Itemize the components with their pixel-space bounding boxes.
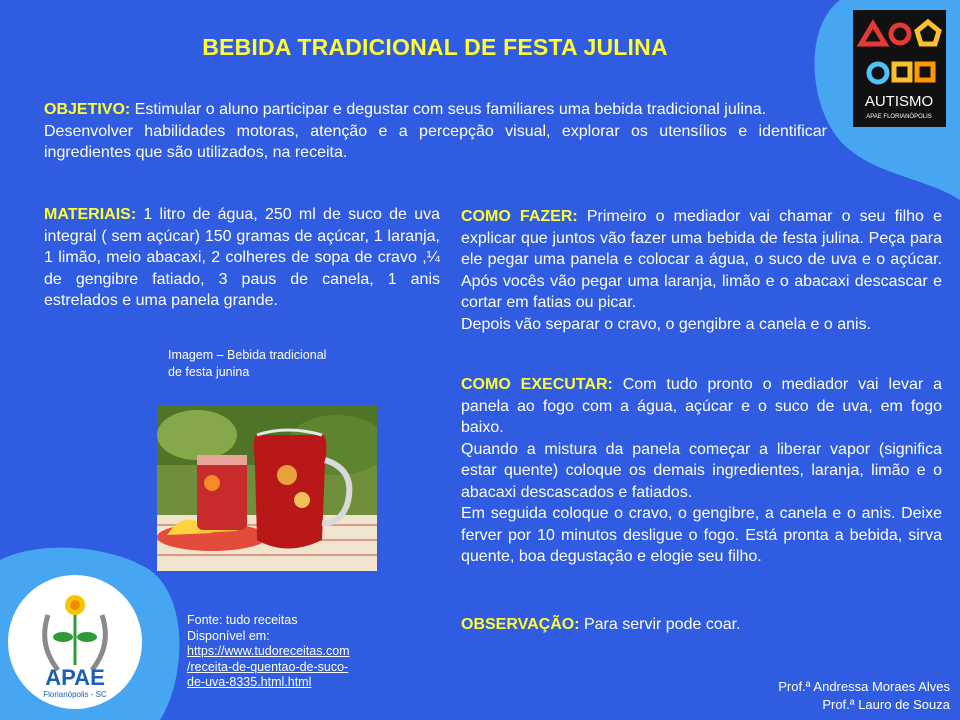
como-executar-label: COMO EXECUTAR: [461, 376, 613, 393]
apae-logo-sub: Florianópolis - SC [43, 690, 107, 699]
como-fazer-section [461, 206, 942, 335]
como-executar-text-1: Com tudo pronto o mediador vai levar a panela ao fogo com a água, açúcar e o suco de uva, em fogo baixo. [461, 376, 942, 436]
materiais-text: 1 litro de água, 250 ml de suco de uva integral ( sem açúcar) 150 gramas de açúcar, 1 laranja, 1 limão, meio abacaxi, 2 colheres de sopa de cravo ,¼ de gengibre fatiado, 3 paus de canela, 1 anis estrelados e uma panela grande. [44, 206, 440, 309]
objetivo-text-2: Desenvolver habilidades motoras, atenção e a percepção visual, explorar os utensílios e identificar ingredientes que são utilizados, na receita. [44, 122, 827, 161]
autismo-logo-text: AUTISMO [864, 93, 934, 110]
drink-photo [157, 405, 377, 571]
image-caption-line-2: de festa junina [168, 365, 250, 379]
observacao-text: Para servir pode coar. [579, 616, 741, 633]
apae-logo-text: APAE [45, 665, 105, 690]
autismo-logo-graphic [853, 10, 946, 127]
objetivo-section [44, 99, 827, 164]
como-executar-text-3: Em seguida coloque o cravo, o gengibre, a canela e o anis. Deixe ferver por 10 minutos desligue o fogo. Está pronta a bebida, sirva quente, boa degustação e elogie seu filho. [461, 505, 942, 565]
observacao-section [461, 614, 942, 636]
credit-line-2: Prof.ª Lauro de Souza [822, 697, 950, 712]
objetivo-label: OBJETIVO: [44, 101, 131, 118]
autismo-logo-sub: APAE FLORIANÓPOLIS [866, 114, 932, 120]
apae-logo-graphic [8, 575, 142, 709]
como-executar-text-2: Quando a mistura da panela começar a liberar vapor (significa estar quente) coloque os demais ingredientes, laranja, limão e o abacaxi descascados e fatiados. [461, 440, 942, 501]
image-caption-line-1: Imagem – Bebida tradicional [168, 348, 327, 362]
autismo-logo [853, 10, 946, 127]
page-title: BEBIDA TRADICIONAL DE FESTA JULINA [202, 34, 668, 60]
credit-line-1: Prof.ª Andressa Moraes Alves [778, 679, 950, 694]
source-link-2[interactable]: /receita-de-quentao-de-suco- [187, 659, 349, 674]
como-fazer-text-1: Primeiro o mediador vai chamar o seu filho e explicar que juntos vão fazer uma bebida de festa julina. Peça para ele pegar uma panela e colocar a água, o suco de uva e o açúcar. Após vocês vão pegar uma laranja, limão e o abacaxi descascar e cortar em fatias ou picar. [461, 208, 942, 311]
como-fazer-label: COMO FAZER: [461, 208, 578, 225]
materiais-section [44, 204, 440, 312]
objetivo-text-1: Estimular o aluno participar e degustar com seus familiares uma bebida tradicional julina. [130, 101, 767, 118]
image-caption [168, 347, 368, 381]
como-executar-section [461, 374, 942, 568]
credits [778, 678, 950, 714]
source-block [187, 613, 387, 691]
source-link-1[interactable]: https://www.tudoreceitas.com [187, 644, 350, 658]
source-label: Fonte: tudo receitas [187, 613, 298, 627]
observacao-label: OBSERVAÇÃO: [461, 616, 580, 633]
source-link-3[interactable]: de-uva-8335.html.html [187, 675, 312, 689]
materiais-label: MATERIAIS: [44, 206, 137, 223]
como-fazer-text-2: Depois vão separar o cravo, o gengibre a canela e o anis. [461, 315, 872, 333]
source-available: Disponível em: [187, 628, 270, 643]
apae-logo [8, 575, 142, 709]
drink-photo-illustration [157, 405, 377, 571]
